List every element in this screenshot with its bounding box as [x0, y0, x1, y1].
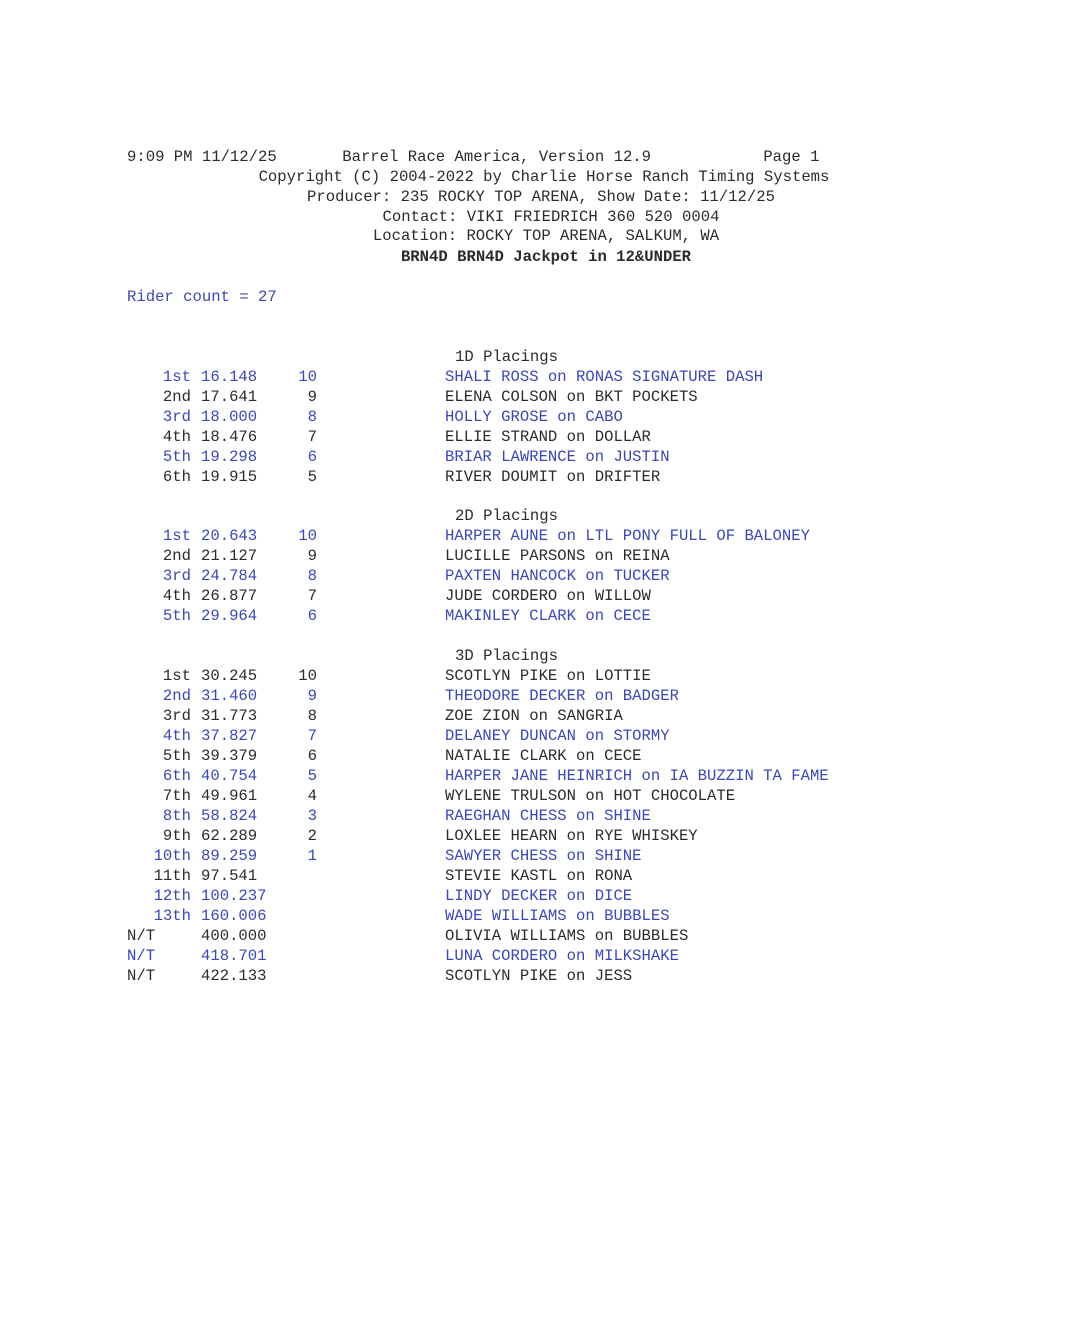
placing-time: 100.237	[201, 887, 267, 905]
placing-row	[0, 427, 1080, 447]
rider-horse-name: SHALI ROSS on RONAS SIGNATURE DASH	[445, 368, 764, 386]
rider-horse-name: LUCILLE PARSONS on REINA	[445, 547, 670, 565]
contact-line: Contact: VIKI FRIEDRICH 360 520 0004	[382, 208, 720, 226]
placing-time: 62.289	[201, 827, 258, 845]
placing-row	[0, 746, 1080, 766]
placing-row	[0, 526, 1080, 546]
placing-row	[0, 906, 1080, 926]
placing-row	[0, 447, 1080, 467]
placing-row	[0, 546, 1080, 566]
placing-rank: 2nd	[162, 547, 191, 565]
placing-time: 97.541	[201, 867, 258, 885]
placing-points: 8	[307, 408, 317, 426]
rider-count: Rider count = 27	[127, 288, 277, 306]
rider-horse-name: NATALIE CLARK on CECE	[445, 747, 642, 765]
no-time-label: N/T	[127, 927, 156, 945]
placing-points: 7	[307, 587, 317, 605]
placing-points: 4	[307, 787, 317, 805]
no-time-time: 418.701	[201, 947, 267, 965]
placing-time: 49.961	[201, 787, 258, 805]
no-time-row	[0, 926, 1080, 946]
rider-horse-name: ELLIE STRAND on DOLLAR	[445, 428, 651, 446]
no-time-row	[0, 946, 1080, 966]
placing-rank: 13th	[153, 907, 191, 925]
placing-rank: 7th	[162, 787, 191, 805]
rider-horse-name: DELANEY DUNCAN on STORMY	[445, 727, 670, 745]
placing-time: 39.379	[201, 747, 258, 765]
placing-row	[0, 806, 1080, 826]
placing-row	[0, 666, 1080, 686]
placing-row	[0, 726, 1080, 746]
placing-time: 31.460	[201, 687, 258, 705]
placing-row	[0, 387, 1080, 407]
placing-points: 2	[307, 827, 317, 845]
placing-time: 160.006	[201, 907, 267, 925]
placing-rank: 10th	[153, 847, 191, 865]
placing-row	[0, 886, 1080, 906]
rider-horse-name: SCOTLYN PIKE on JESS	[445, 967, 633, 985]
rider-horse-name: RAEGHAN CHESS on SHINE	[445, 807, 651, 825]
placing-rank: 5th	[162, 607, 191, 625]
placing-rank: 4th	[162, 428, 191, 446]
copyright-line: Copyright (C) 2004-2022 by Charlie Horse Ranch Timing Systems	[258, 168, 830, 186]
rider-horse-name: STEVIE KASTL on RONA	[445, 867, 633, 885]
placing-points: 9	[307, 687, 317, 705]
placing-time: 18.000	[201, 408, 258, 426]
placing-time: 58.824	[201, 807, 258, 825]
placing-points: 6	[307, 607, 317, 625]
placing-time: 26.877	[201, 587, 258, 605]
placing-rank: 1st	[162, 368, 191, 386]
placing-time: 89.259	[201, 847, 258, 865]
placing-time: 24.784	[201, 567, 258, 585]
placing-points: 10	[298, 527, 317, 545]
placing-points: 10	[298, 368, 317, 386]
placing-time: 18.476	[201, 428, 258, 446]
no-time-label: N/T	[127, 947, 156, 965]
placing-row	[0, 866, 1080, 886]
rider-horse-name: HOLLY GROSE on CABO	[445, 408, 623, 426]
placing-points: 8	[307, 567, 317, 585]
placing-time: 40.754	[201, 767, 258, 785]
placing-row	[0, 846, 1080, 866]
placing-row	[0, 586, 1080, 606]
placing-points: 1	[307, 847, 317, 865]
placing-rank: 3rd	[162, 707, 191, 725]
placing-time: 17.641	[201, 388, 258, 406]
rider-horse-name: PAXTEN HANCOCK on TUCKER	[445, 567, 670, 585]
placing-time: 19.298	[201, 448, 258, 466]
rider-horse-name: ZOE ZION on SANGRIA	[445, 707, 623, 725]
rider-horse-name: MAKINLEY CLARK on CECE	[445, 607, 651, 625]
placing-row	[0, 367, 1080, 387]
rider-horse-name: WYLENE TRULSON on HOT CHOCOLATE	[445, 787, 736, 805]
rider-horse-name: SCOTLYN PIKE on LOTTIE	[445, 667, 651, 685]
placing-rank: 3rd	[162, 567, 191, 585]
placing-rank: 1st	[162, 527, 191, 545]
placing-rank: 9th	[162, 827, 191, 845]
rider-horse-name: BRIAR LAWRENCE on JUSTIN	[445, 448, 670, 466]
placing-row	[0, 826, 1080, 846]
placing-points: 7	[307, 727, 317, 745]
placing-rank: 6th	[162, 767, 191, 785]
placing-rank: 12th	[153, 887, 191, 905]
placing-time: 16.148	[201, 368, 258, 386]
rider-horse-name: ELENA COLSON on BKT POCKETS	[445, 388, 698, 406]
placing-rank: 4th	[162, 727, 191, 745]
placing-time: 30.245	[201, 667, 258, 685]
placing-rank: 3rd	[162, 408, 191, 426]
placing-rank: 5th	[162, 448, 191, 466]
rider-horse-name: HARPER AUNE on LTL PONY FULL OF BALONEY	[445, 527, 810, 545]
report-header-line: 9:09 PM 11/12/25 Barrel Race America, Version 12.9 Page 1	[127, 148, 820, 166]
rider-horse-name: LOXLEE HEARN on RYE WHISKEY	[445, 827, 698, 845]
no-time-time: 422.133	[201, 967, 267, 985]
section-title: 2D Placings	[455, 507, 558, 525]
location-line: Location: ROCKY TOP ARENA, SALKUM, WA	[372, 227, 720, 245]
placing-points: 8	[307, 707, 317, 725]
placing-time: 21.127	[201, 547, 258, 565]
rider-horse-name: LUNA CORDERO on MILKSHAKE	[445, 947, 679, 965]
placing-points: 6	[307, 747, 317, 765]
placing-time: 20.643	[201, 527, 258, 545]
rider-horse-name: HARPER JANE HEINRICH on IA BUZZIN TA FAME	[445, 767, 829, 785]
placing-row	[0, 686, 1080, 706]
placing-rank: 6th	[162, 468, 191, 486]
no-time-time: 400.000	[201, 927, 267, 945]
placing-row	[0, 566, 1080, 586]
placing-points: 3	[307, 807, 317, 825]
placing-rank: 11th	[153, 867, 191, 885]
no-time-label: N/T	[127, 967, 156, 985]
placing-row	[0, 766, 1080, 786]
placing-points: 10	[298, 667, 317, 685]
section-title: 3D Placings	[455, 647, 558, 665]
rider-horse-name: THEODORE DECKER on BADGER	[445, 687, 679, 705]
placing-rank: 1st	[162, 667, 191, 685]
placing-time: 37.827	[201, 727, 258, 745]
producer-line: Producer: 235 ROCKY TOP ARENA, Show Date: 11/12/25	[307, 188, 775, 206]
no-time-row	[0, 966, 1080, 986]
rider-horse-name: SAWYER CHESS on SHINE	[445, 847, 642, 865]
placing-points: 9	[307, 547, 317, 565]
rider-horse-name: LINDY DECKER on DICE	[445, 887, 633, 905]
rider-horse-name: JUDE CORDERO on WILLOW	[445, 587, 651, 605]
placing-rank: 8th	[162, 807, 191, 825]
placing-points: 5	[307, 767, 317, 785]
placing-points: 6	[307, 448, 317, 466]
placing-row	[0, 786, 1080, 806]
placing-rank: 4th	[162, 587, 191, 605]
placing-row	[0, 467, 1080, 487]
placing-rank: 2nd	[162, 687, 191, 705]
event-title: BRN4D BRN4D Jackpot in 12&UNDER	[400, 248, 692, 266]
placing-points: 9	[307, 388, 317, 406]
section-title: 1D Placings	[455, 348, 558, 366]
rider-horse-name: RIVER DOUMIT on DRIFTER	[445, 468, 661, 486]
placing-time: 19.915	[201, 468, 258, 486]
rider-horse-name: WADE WILLIAMS on BUBBLES	[445, 907, 670, 925]
placing-points: 5	[307, 468, 317, 486]
placing-time: 31.773	[201, 707, 258, 725]
placing-row	[0, 606, 1080, 626]
placing-time: 29.964	[201, 607, 258, 625]
placing-row	[0, 407, 1080, 427]
rider-horse-name: OLIVIA WILLIAMS on BUBBLES	[445, 927, 689, 945]
placing-points: 7	[307, 428, 317, 446]
placing-row	[0, 706, 1080, 726]
placing-rank: 2nd	[162, 388, 191, 406]
placing-rank: 5th	[162, 747, 191, 765]
